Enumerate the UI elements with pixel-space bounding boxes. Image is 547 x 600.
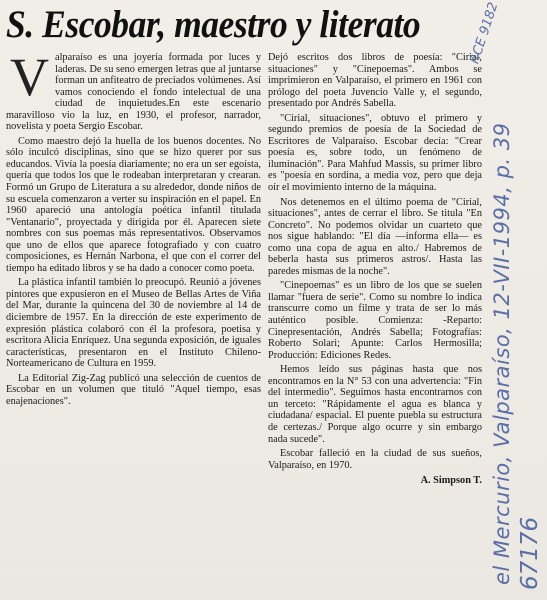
handwritten-source-note: el Mercurio, Valparaíso, 12-VII-1994, p. 39 bbox=[490, 122, 514, 585]
paragraph: Dejó escritos dos libros de poesía: "Cirial, situaciones" y "Cinepoemas". Ambos se imprimieron en Valparaíso, el primero en 1961 con prólogo del poeta Juvencio Valle y, el segundo, presentado por Andrés Sabella. bbox=[268, 52, 482, 110]
paragraph: Como maestro dejó la huella de los buenos docentes. No sólo inculcó disciplinas, sino que se hizo querer por sus educandos. Vivía la poesía diariamente; no era un ser egoísta, quería que todos los que le rodeaban interpretaran y crearan. Formó un Grupo de Literatura a su alrededor, donde niños de su escuela comenzaron a verter su inspiración en el papel. En 1960 apareció una antología poética infantil titulada "Ventanario", proyectada y dirigida por él. Aparecen siete nombres con sus poemas más representativos. Observamos que uno de ellos que aparece fotografiado y con cuatro composiciones, es Hernán Narbona, el que con el correr del tiempo ha editado libros y se ha dado a conocer como poeta. bbox=[6, 135, 261, 274]
paragraph: Nos detenemos en el último poema de "Cirial, situaciones", antes de cerrar el libro. Se titula "En Concreto". No podemos olvidar un cuarteto que nos sigue hablando: "El día —informa ella— es como una copa de agua en alto./ Habremos de beberla hasta sus primeros astros/. Hasta las paredes mismas de la noche". bbox=[268, 196, 482, 277]
paragraph: "Cinepoemas" es un libro de los que se suelen llamar "fuera de serie". Como su nombre lo indica transcurre como un filme y trata de ser lo más auténtico posible. Comienza: -Reparto: Cinepresentación, Andrés Sabella; Fotografías: Roberto Solari; Apunte: Carlos Hermosilla; Producción: Ediciones Redes. bbox=[268, 280, 482, 361]
handwritten-catalog-number: 67176 bbox=[517, 516, 543, 590]
paragraph: Valparaíso es una joyería formada por luces y laderas. De su seno emergen letras que al juntarse forman un anfiteatro de preciados volúmenes. Así vamos conociendo el fondo intelectual de una ciudad de inquietudes.En este escenario maravilloso vio la luz, en 1930, el profesor, narrador, novelista y poeta Sergio Escobar. bbox=[6, 52, 261, 133]
paragraph: La plástica infantil también lo preocupó. Reunió a jóvenes pintores que expusieron en el Museo de Bellas Artes de Viña del Mar, durante la quincena del 30 de noviembre al 14 de diciembre de 1957. En la dirección de este experimento de expresión plástica colaboró con él la profesora, poetisa y escritora Alicia Enríquez. Una segunda exposición, de iguales características, presentaron en el Instituto Chileno-Norteamericano de Cultura en 1959. bbox=[6, 277, 261, 370]
paragraph: Hemos leído sus páginas hasta que nos encontramos en la N° 53 con una advertencia: "Fin del intermedio". Seguimos hasta encontrarnos con un terceto: "Rápidamente el agua es blanca y ciudadana/ espacial. El puente puebla su estructura de certezas./ Porque algo ocurre y sin embargo nada sucede". bbox=[268, 364, 482, 445]
drop-cap: V bbox=[10, 52, 49, 107]
article-left-column bbox=[6, 52, 261, 598]
author-signature: A. Simpson T. bbox=[420, 475, 482, 487]
article-right-column bbox=[268, 52, 482, 598]
paragraph: La Editorial Zig-Zag publicó una selección de cuentos de Escobar en un volumen que tituló "Aquel tiempo, esas enajenaciones". bbox=[6, 372, 261, 407]
paragraph: Escobar falleció en la ciudad de sus sueños, Valparaíso, en 1970. bbox=[268, 448, 482, 471]
paragraph: "Cirial, situaciones", obtuvo el primero y segundo premios de poesía de la Sociedad de Escritores de Valparaíso. Escobar decía: "Crear poesía es, sobre todo, un fenómeno de iluminación". Para Mahfud Massis, su primer libro es "poesía en sordina, a media voz, pero que deja oír el movimiento interno de la máquina. bbox=[268, 112, 482, 194]
headline: S. Escobar, maestro y literato bbox=[6, 3, 421, 46]
handwritten-reference-code: RCE 9182 bbox=[467, 0, 502, 66]
